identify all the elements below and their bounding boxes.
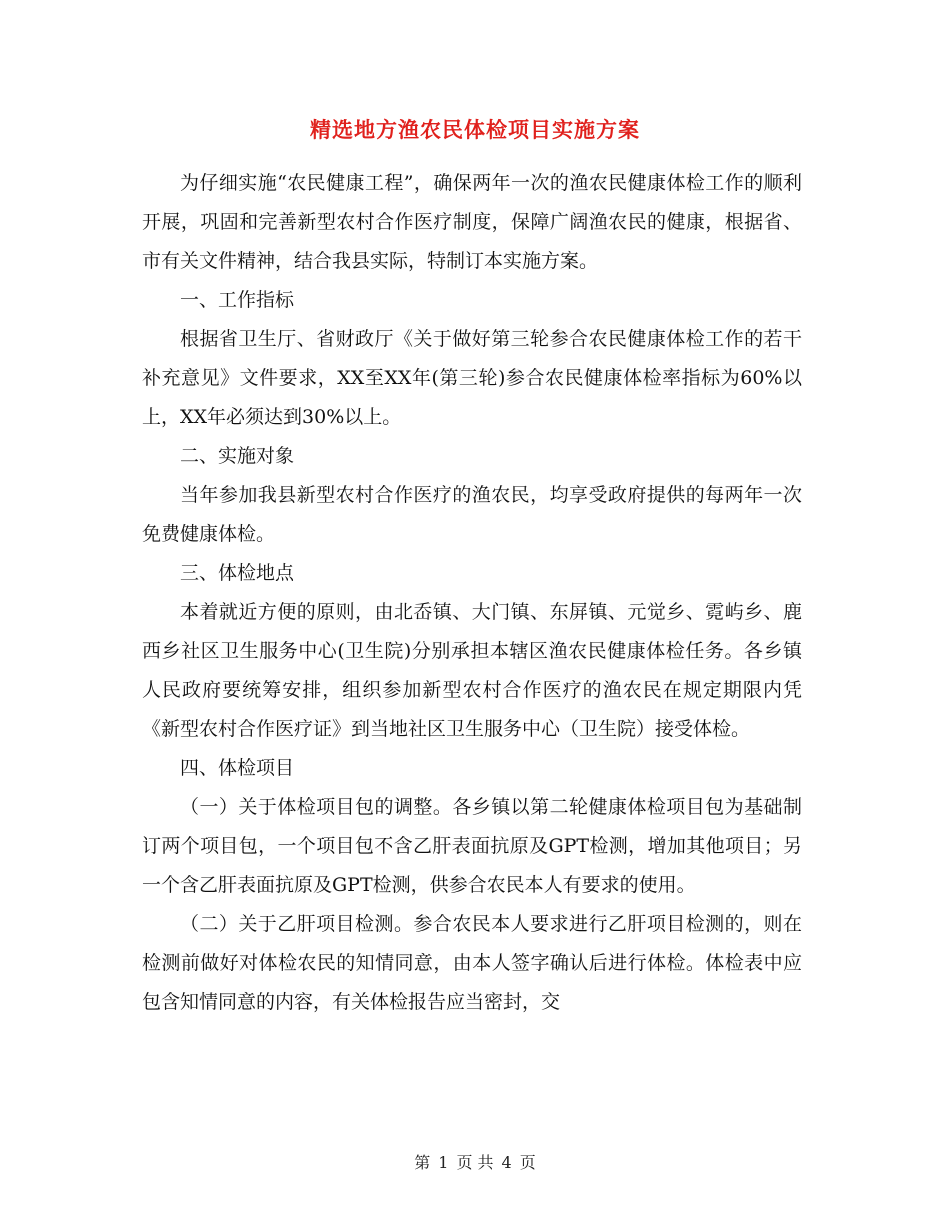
footer-page-number: 1 [438,1153,449,1172]
footer-prefix: 第 [414,1153,431,1172]
document-title: 精选地方渔农民体检项目实施方案 [310,117,640,142]
exam-items-paragraph-1: （一）关于体检项目包的调整。各乡镇以第二轮健康体检项目包为基础制订两个项目包，一个项目包不含乙肝表面抗原及GPT检测，增加其他项目；另一个含乙肝表面抗原及GPT检测，供参合农民本人有要求的使用。 [142,796,802,896]
section-heading-work-indicators: 一、工作指标 [180,289,295,311]
exam-items-paragraph-2: （二）关于乙肝项目检测。参合农民本人要求进行乙肝项目检测的，则在检测前做好对体检农民的知情同意，由本人签字确认后进行体检。体检表中应包含知情同意的内容，有关体检报告应当密封，交 [142,913,802,1013]
section-heading-exam-items: 四、体检项目 [180,757,295,779]
intro-paragraph: 为仔细实施“农民健康工程”，确保两年一次的渔农民健康体检工作的顺利开展，巩固和完善新型农村合作医疗制度，保障广阔渔农民的健康，根据省、市有关文件精神，结合我县实际，特制订本实施方案。 [142,172,802,272]
footer-total-pages: 4 [501,1153,512,1172]
document-body [142,164,802,1022]
footer-suffix: 页 [519,1153,536,1172]
footer-middle: 页 共 [456,1153,494,1172]
page-footer [0,1150,950,1173]
section-heading-exam-locations: 三、体检地点 [180,562,295,584]
section-heading-target-group: 二、实施对象 [180,445,295,467]
target-group-paragraph: 当年参加我县新型农村合作医疗的渔农民，均享受政府提供的每两年一次免费健康体检。 [142,484,802,545]
exam-locations-paragraph: 本着就近方便的原则，由北岙镇、大门镇、东屏镇、元觉乡、霓屿乡、鹿西乡社区卫生服务中心(卫生院)分别承担本辖区渔农民健康体检任务。各乡镇人民政府要统筹安排，组织参加新型农村合作医疗的渔农民在规定期限内凭《新型农村合作医疗证》到当地社区卫生服务中心（卫生院）接受体检。 [142,601,802,740]
work-indicators-paragraph: 根据省卫生厅、省财政厅《关于做好第三轮参合农民健康体检工作的若干补充意见》文件要求，XX至XX年(第三轮)参合农民健康体检率指标为60%以上，XX年必须达到30%以上。 [142,328,802,428]
